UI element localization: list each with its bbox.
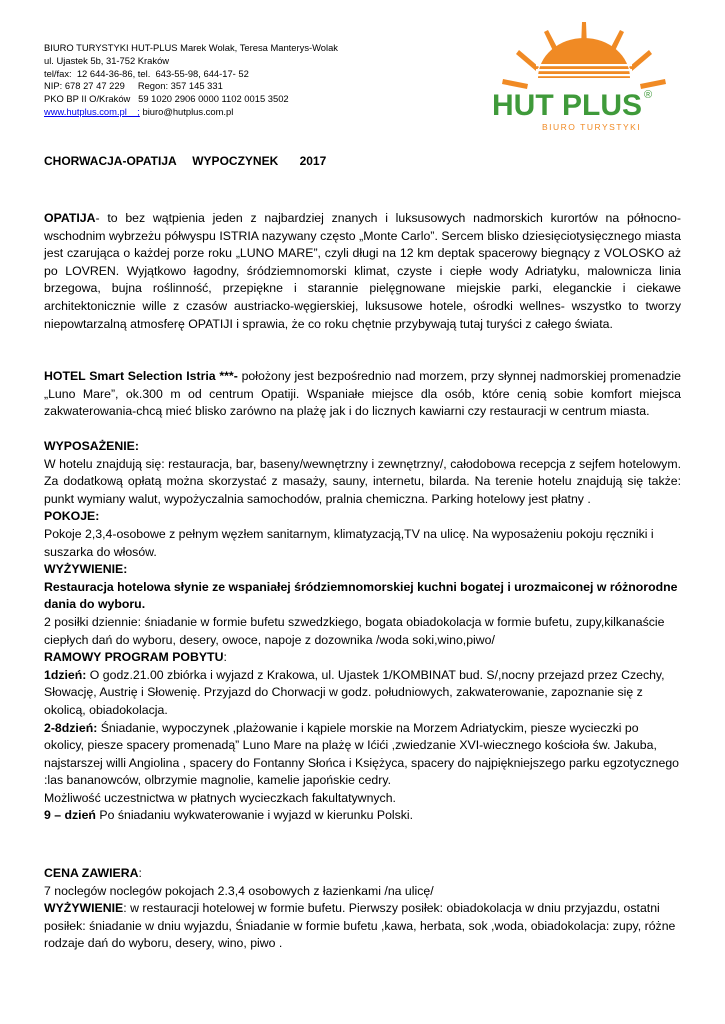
price-food-label: WYŻYWIENIE	[44, 901, 124, 916]
company-contact	[44, 106, 484, 119]
price-food	[44, 900, 681, 953]
website-link[interactable]: www.hutplus.com.pl ;	[44, 105, 140, 117]
price-heading: CENA ZAWIERA	[44, 866, 139, 880]
hotel-text: położony jest bezpośrednio nad morzem, przy słynnej nadmorskiej promenadzie „Luno Mare”, ok.300 m od centrum Opatiji. Wspaniałe miejsce dla osób, które cenią sobie komfort miejsca zakwaterowania-chcą mieć blisko zarówno na plażę jak i do licznych kawiarni czy restauracji w centrum miasta.	[44, 369, 682, 419]
program-heading: RAMOWY PROGRAM POBYTU	[44, 650, 224, 665]
day2-label: 2-8dzień:	[44, 720, 98, 735]
day9-text: Po śniadaniu wykwaterowanie i wyjazd w kierunku Polski.	[95, 808, 414, 823]
rooms-heading: POKOJE:	[44, 509, 100, 524]
day1-label: 1dzień:	[44, 667, 87, 682]
company-bank-account: PKO BP II O/Kraków 59 1020 2906 0000 1102 0015 3502	[44, 93, 289, 105]
food-highlight: Restauracja hotelowa słynie ze wspaniałej śródziemnomorskiej kuchni bogatej i urozmaiconej w różnorodne dania do wyboru.	[44, 579, 678, 612]
logo-brand-text: HUT PLUS	[492, 89, 642, 122]
logo-tagline: BIURO TURYSTYKI	[542, 122, 642, 132]
registered-mark: ®	[644, 89, 653, 101]
program-day1	[44, 667, 681, 720]
company-header	[44, 42, 484, 119]
company-tax-ids: NIP: 678 27 47 229 Regon: 357 145 331	[44, 80, 223, 92]
day9-label: 9 – dzień	[44, 808, 96, 823]
page-title: CHORWACJA-OPATIJA WYPOCZYNEK 2017	[44, 154, 327, 168]
price-accommodation: 7 noclegów noclegów pokojach 2.3,4 osobowych z łazienkami /na ulicę/	[44, 883, 434, 898]
program-heading-colon: :	[223, 650, 227, 665]
equipment-heading: WYPOSAŻENIE:	[44, 439, 139, 453]
hotel-heading: HOTEL Smart Selection Istria ***-	[44, 369, 238, 383]
day2-text: Śniadanie, wypoczynek ,plażowanie i kąpiele morskie na Morzem Adriatyckim, piesze wycieczki po okolicy, piesze spacery promenadą” Luno Mare na plażę w Ićići ,zwiedzanie XVI-wiecznego kościoła św. Jakuba, najstarszej willi Angiolina , spacery do Fontanny Słońca i Księżyca, spacery do najpiękniejszego parku egzotycznego :las bananowców, olbrzymie magnolie, kamelie japońskie cedry.	[44, 720, 680, 788]
hotel-section	[44, 368, 681, 421]
price-section	[44, 865, 681, 953]
opatija-heading: OPATIJA	[44, 211, 96, 225]
day1-text: O godz.21.00 zbiórka i wyjazd z Krakowa, ul. Ujastek 1/KOMBINAT bud. S/,nocny przejazd przez Czechy, Słowację, Austrię i Słowenię. Przyjazd do Chorwacji w godz. południowych, zakwaterowanie, zapoznanie się z okolicą, obiadokolacja.	[44, 667, 665, 717]
equipment-text: W hotelu znajdują się: restauracja, bar, baseny/wewnętrzny i zewnętrzny/, całodobowa recepcja z sejfem hotelowym. Za dodatkową opłatą można skorzystać z masaży, sauny, internetu, bilarda. Na terenie hotelu znajdują się także: punkt wymiany walut, wypożyczalnia samochodów, pralnia chemiczna. Parking hotelowy jest płatny .	[44, 456, 681, 506]
company-name: BIURO TURYSTYKI HUT-PLUS Marek Wolak, Teresa Manterys-Wolak	[44, 42, 338, 53]
hut-plus-logo	[486, 20, 676, 145]
details-section	[44, 438, 681, 825]
food-text: 2 posiłki dziennie: śniadanie w formie bufetu szwedzkiego, bogata obiadokolacja w formie bufetu, zupy,kilkanaście ciepłych dań do wyboru, desery, owoce, napoje z dozownika /woda soki,wino,piwo/	[44, 614, 665, 647]
food-heading: WYŻYWIENIE:	[44, 562, 128, 577]
price-heading-colon: :	[138, 866, 142, 880]
price-food-text: : w restauracji hotelowej w formie bufetu. Pierwszy posiłek: obiadokolacja w dniu przyjazdu, ostatni posiłek: śniadanie w dniu wyjazdu, Śniadanie w formie bufetu ,kawa, herbata, sok ,woda, obiadokolacja: zupy, różne rodzaje dań do wyboru, desery, wino, piwo .	[44, 901, 676, 951]
rooms-text: Pokoje 2,3,4-osobowe z pełnym węzłem sanitarnym, klimatyzacją,TV na ulicę. Na wyposażeniu pokoju ręczniki i suszarka do włosów.	[44, 526, 654, 559]
company-address: ul. Ujastek 5b, 31-752 Kraków	[44, 54, 170, 66]
program-day9	[44, 807, 681, 825]
opatija-section	[44, 210, 681, 333]
program-optional-trips: Możliwość uczestnictwa w płatnych wycieczkach fakultatywnych.	[44, 790, 396, 805]
opatija-text: - to bez wątpienia jeden z najbardziej znanych i luksusowych nadmorskich kurortów na północno-wschodnim wybrzeżu półwyspu ISTRIA nazywany często „Monte Carlo”. Sercem blisko dziesięciotysięcznego miasta jest czarująca o każdej porze roku „LUNO MARE”, czyli długi na 12 km deptak spacerowy biegnący z VOLOSKO aż po LOVREN. Wyjątkowo łagodny, śródziemnomorski klimat, czyste i ciepłe wody Adriatyku, malownicza linia brzegowa, bujna roślinność, przepiękne i starannie pielęgnowane miejskie parki, eleganckie i ciekawe architektonicznie wille z czasów austriacko-węgierskiej, luksusowe hotele, ośrodki wellnes- wszystko to tworzy niepowtarzalną atmosferę OPATIJI i sprawia, że co roku chętnie przybywają tutaj turyści z całego świata.	[44, 211, 681, 331]
program-day2-8	[44, 720, 681, 790]
email-text: biuro@hutplus.com.pl	[139, 105, 234, 117]
company-phone: tel/fax: 12 644-36-86, tel. 643-55-98, 644-17- 52	[44, 67, 249, 79]
